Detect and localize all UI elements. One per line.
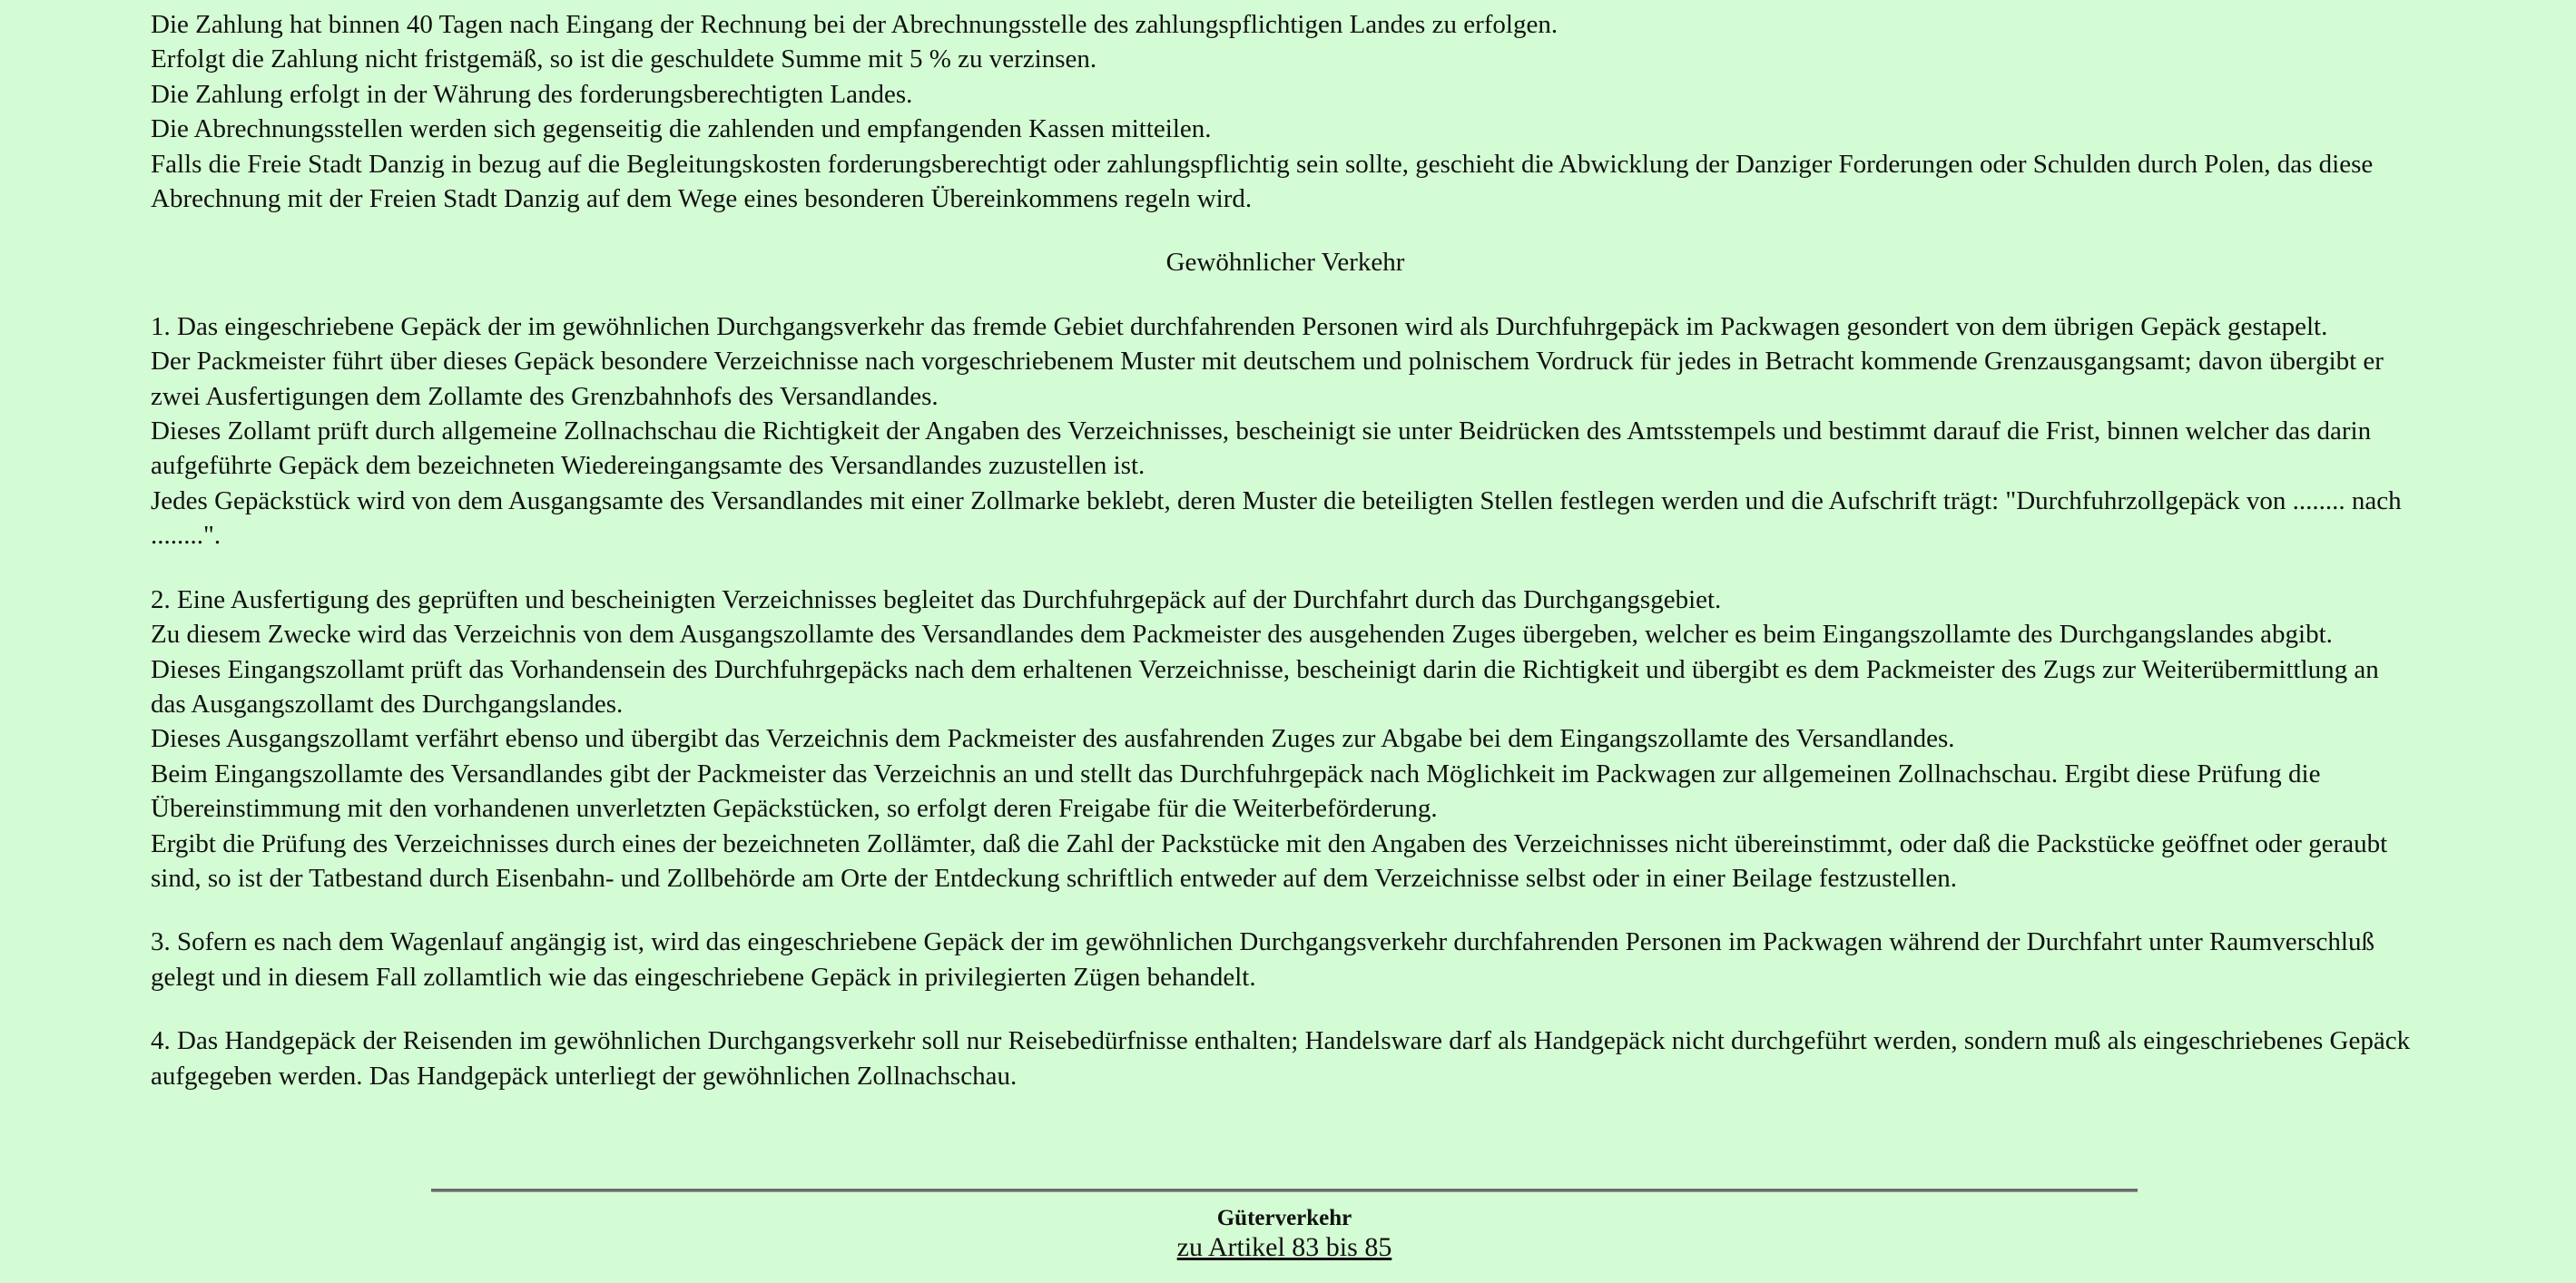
- paragraph: Erfolgt die Zahlung nicht fristgemäß, so ist die geschuldete Summe mit 5 % zu verzinsen.: [151, 44, 1097, 74]
- footer-nav: [0, 1230, 2569, 1265]
- paragraph: 2. Eine Ausfertigung des geprüften und bescheinigten Verzeichnisses begleitet das Durchfuhrgepäck auf der Durchfahrt durch das Durchgangsgebiet.: [151, 584, 1722, 614]
- paragraph: Dieses Ausgangszollamt verfährt ebenso und übergibt das Verzeichnis dem Packmeister des ausfahrenden Zuges zur Abgabe bei dem Eingangszollamte des Versandlandes.: [151, 724, 1955, 754]
- paragraph: Jedes Gepäckstück wird von dem Ausgangsamte des Versandlandes mit einer Zollmarke beklebt, deren Muster die beteiligten Stellen festlegen werden und die Aufschrift trägt: "Durchfuhrzollgepäck von ........ nach ........".: [151, 485, 2402, 551]
- paragraph: 3. Sofern es nach dem Wagenlauf angängig ist, wird das eingeschriebene Gepäck der im gewöhnlichen Durchgangsverkehr durchfahrenden Personen im Packwagen während der Durchfahrt unter Raumverschluß gelegt und in diesem Fall zollamtlich wie das eingeschriebene Gepäck in privilegierten Zügen behandelt.: [151, 927, 2374, 992]
- paragraph: 4. Das Handgepäck der Reisenden im gewöhnlichen Durchgangsverkehr soll nur Reisebedürfnisse enthalten; Handelsware darf als Handgepäck nicht durchgeführt werden, sondern muß als eingeschriebenes Gepäck aufgegeben werden. Das Handgepäck unterliegt der gewöhnlichen Zollnachschau.: [151, 1026, 2411, 1091]
- footer-title: Güterverkehr: [1216, 1206, 1352, 1230]
- section-heading: Gewöhnlicher Verkehr: [1165, 248, 1405, 278]
- paragraph: Die Abrechnungsstellen werden sich gegenseitig die zahlenden und empfangenden Kassen mitteilen.: [151, 114, 1212, 144]
- paragraph: Die Zahlung hat binnen 40 Tagen nach Eingang der Rechnung bei der Abrechnungsstelle des zahlungspflichtigen Landes zu erfolgen.: [151, 10, 1558, 39]
- section-1: [151, 309, 2420, 553]
- section-4: [151, 1023, 2420, 1093]
- section-2: [151, 583, 2420, 896]
- paragraph: Dieses Eingangszollamt prüft das Vorhandensein des Durchfuhrgepäcks nach dem erhaltenen Verzeichnisse, bescheinigt darin die Richtigkeit und übergibt es dem Packmeister des Zugs zur Weiterübermittlung an das Ausgangszollamt des Durchgangslandes.: [151, 654, 2379, 719]
- paragraph: Die Zahlung erfolgt in der Währung des forderungsberechtigten Landes.: [151, 79, 913, 109]
- section-3: [151, 925, 2420, 994]
- paragraph: Zu diesem Zwecke wird das Verzeichnis von dem Ausgangszollamte des Versandlandes dem Packmeister des ausgehenden Zuges übergeben, welcher es beim Eingangszollamte des Durchgangslandes abgibt.: [151, 620, 2333, 650]
- paragraph: Falls die Freie Stadt Danzig in bezug auf die Begleitungskosten forderungsberechtigt oder zahlungspflichtig sein sollte, geschieht die Abwicklung der Danziger Forderungen oder Schulden durch Polen, das diese Abrechnung mit der Freien Stadt Danzig auf dem Wege eines besonderen Übereinkommens regeln wird.: [151, 149, 2374, 214]
- intro-block: [151, 7, 2420, 216]
- document-body: [151, 7, 2420, 1093]
- paragraph: Beim Eingangszollamte des Versandlandes gibt der Packmeister das Verzeichnis an und stellt das Durchfuhrgepäck nach Möglichkeit im Packwagen zur allgemeinen Zollnachschau. Ergibt diese Prüfung die Übereinstimmung mit den vorhandenen unverletzten Gepäckstücken, so erfolgt deren Freigabe für die Weiterbeförderung.: [151, 759, 2321, 824]
- paragraph: 1. Das eingeschriebene Gepäck der im gewöhnlichen Durchgangsverkehr das fremde Gebiet durchfahrenden Personen wird als Durchfuhrgepäck im Packwagen gesondert von dem übrigen Gepäck gestapelt.: [151, 311, 2328, 341]
- horizontal-rule: [431, 1189, 2138, 1192]
- paragraph: Ergibt die Prüfung des Verzeichnisses durch eines der bezeichneten Zollämter, daß die Zahl der Packstücke mit den Angaben des Verzeichnisses nicht übereinstimmt, oder daß die Packstücke geöffnet oder geraubt sind, so ist der Tatbestand durch Eisenbahn- und Zollbehörde am Orte der Entdeckung schriftlich entweder auf dem Verzeichnisse selbst oder in einer Beilage festzustellen.: [151, 828, 2388, 893]
- article-link[interactable]: zu Artikel 83 bis 85: [1176, 1232, 1392, 1262]
- paragraph: Der Packmeister führt über dieses Gepäck besondere Verzeichnisse nach vorgeschriebenem Muster mit deutschem und polnischem Vordruck für jedes in Betracht kommende Grenzausgangsamt; davon übergibt er zwei Ausfertigungen dem Zollamte des Grenzbahnhofs des Versandlandes.: [151, 347, 2384, 411]
- paragraph: Dieses Zollamt prüft durch allgemeine Zollnachschau die Richtigkeit der Angaben des Verzeichnisses, bescheinigt sie unter Beidrücken des Amtsstempels und bestimmt darauf die Frist, binnen welcher das darin aufgeführte Gepäck dem bezeichneten Wiedereingangsamte des Versandlandes zuzustellen ist.: [151, 416, 2372, 481]
